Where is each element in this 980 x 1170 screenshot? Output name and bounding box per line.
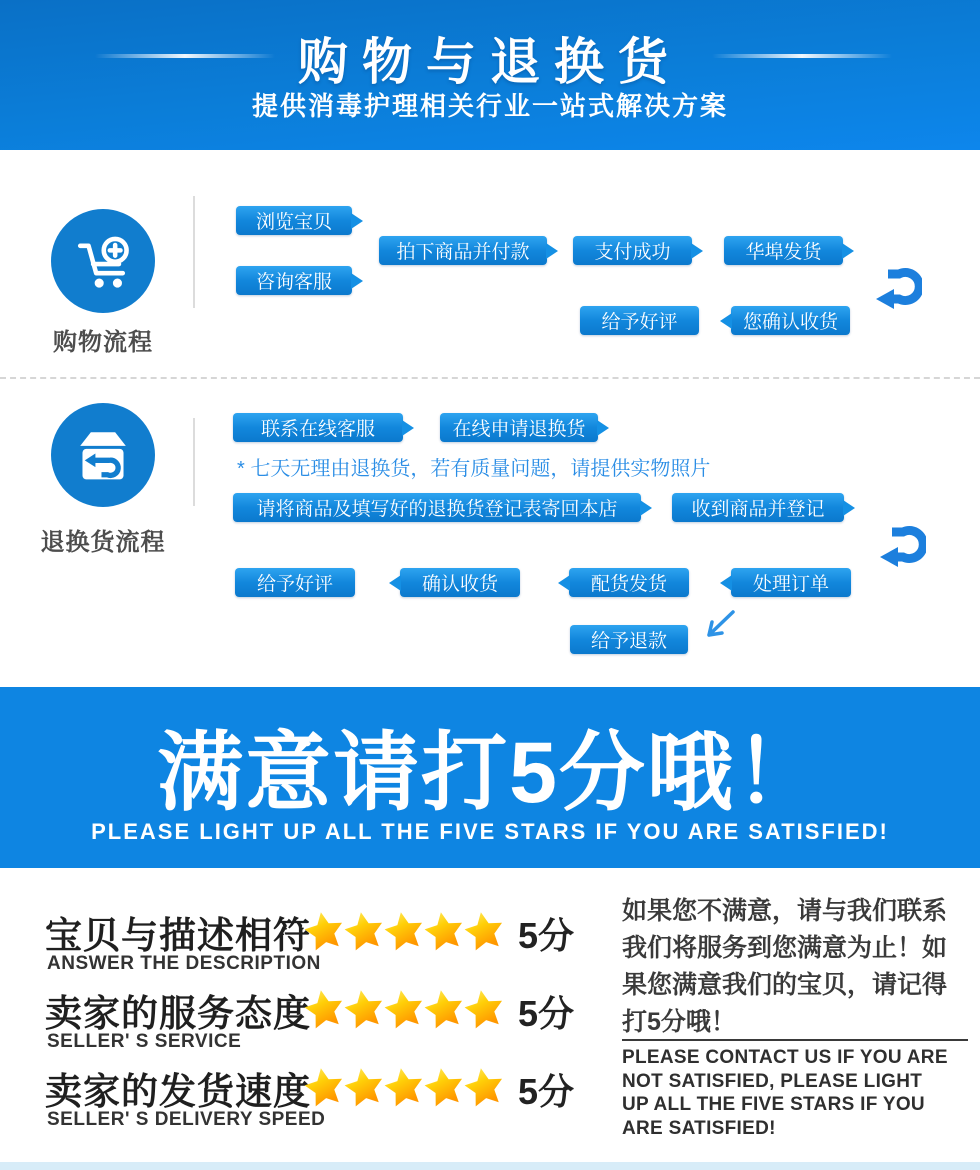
flow-step-ship: 华埠发货 xyxy=(724,236,843,265)
rating-row-service-en: SELLER' S SERVICE xyxy=(47,1031,242,1052)
u-turn-arrow-icon xyxy=(872,262,922,317)
contact-text-zh: 如果您不满意，请与我们联系 我们将服务到您满意为止！如果您满意我们的宝贝，请记得打5分哦！ xyxy=(622,897,948,1036)
rating-row-delivery-zh: 卖家的发货速度 xyxy=(45,1071,311,1112)
rating-row-service-zh: 卖家的服务态度 xyxy=(45,993,311,1034)
star-icon xyxy=(344,1066,384,1106)
flow-step-receive-register: 收到商品并登记 xyxy=(672,493,844,522)
flow-step-send-back: 请将商品及填写好的退换货登记表寄回本店 xyxy=(233,493,641,522)
star-icon xyxy=(464,1066,504,1106)
star-rating xyxy=(304,910,504,950)
star-icon xyxy=(464,988,504,1028)
contact-divider xyxy=(622,1039,968,1041)
shopping-flow-badge xyxy=(51,209,155,313)
dashed-separator xyxy=(0,377,980,379)
bottom-strip xyxy=(0,1162,980,1170)
star-icon xyxy=(424,910,464,950)
section-divider xyxy=(193,196,195,308)
rating-score: 5分 xyxy=(518,993,575,1034)
star-icon xyxy=(304,910,344,950)
flow-step-consult: 咨询客服 xyxy=(236,266,352,295)
flow-step-dispatch: 配货发货 xyxy=(569,568,689,597)
star-icon xyxy=(384,988,424,1028)
star-icon xyxy=(304,1066,344,1106)
flow-step-good-review: 给予好评 xyxy=(580,306,699,335)
return-policy-note: * 七天无理由退换货，若有质量问题，请提供实物照片 xyxy=(237,458,711,480)
banner-subtitle: PLEASE LIGHT UP ALL THE FIVE STARS IF YOU ARE SATISFIED! xyxy=(91,819,889,844)
down-left-arrow-icon xyxy=(700,608,738,647)
return-flow-label: 退换货流程 xyxy=(40,529,166,556)
page-title: 购物与退换货 xyxy=(298,34,682,90)
section-divider xyxy=(193,418,195,506)
flow-step-order-pay: 拍下商品并付款 xyxy=(379,236,547,265)
star-icon xyxy=(384,1066,424,1106)
star-icon xyxy=(424,988,464,1028)
flow-step-confirm-goods: 确认收货 xyxy=(400,568,520,597)
shopping-flow-label: 购物流程 xyxy=(53,329,153,356)
flow-step-browse: 浏览宝贝 xyxy=(236,206,352,235)
star-icon xyxy=(344,910,384,950)
flow-step-good-review-2: 给予好评 xyxy=(235,568,355,597)
flow-step-contact-service: 联系在线客服 xyxy=(233,413,403,442)
rating-score: 5分 xyxy=(518,915,575,956)
star-rating xyxy=(304,1066,504,1106)
rating-row-delivery-en: SELLER' S DELIVERY SPEED xyxy=(47,1109,326,1130)
page-subtitle: 提供消毒护理相关行业一站式解决方案 xyxy=(251,91,728,121)
satisfaction-banner xyxy=(0,687,980,868)
star-icon xyxy=(464,910,504,950)
banner-title: 满意请打5分哦！ xyxy=(157,725,823,821)
rating-score: 5分 xyxy=(518,1071,575,1112)
rating-row-description-zh: 宝贝与描述相符 xyxy=(45,915,311,956)
contact-text-en: PLEASE CONTACT US IF YOU ARE NOT SATISFIED, PLEASE LIGHT UP ALL THE FIVE STARS IF YOU ARE SATISFIED! xyxy=(622,1047,948,1139)
return-flow-badge xyxy=(51,403,155,507)
star-icon xyxy=(384,910,424,950)
flow-step-process-order: 处理订单 xyxy=(731,568,851,597)
star-rating xyxy=(304,988,504,1028)
flow-step-apply-online: 在线申请退换货 xyxy=(440,413,598,442)
u-turn-arrow-icon xyxy=(876,520,926,575)
flow-step-pay-success: 支付成功 xyxy=(573,236,692,265)
rating-row-description-en: ANSWER THE DESCRIPTION xyxy=(47,953,321,974)
star-icon xyxy=(424,1066,464,1106)
flow-step-refund: 给予退款 xyxy=(570,625,688,654)
flow-step-confirm-receipt: 您确认收货 xyxy=(731,306,850,335)
header-banner xyxy=(0,0,980,150)
star-icon xyxy=(344,988,384,1028)
star-icon xyxy=(304,988,344,1028)
